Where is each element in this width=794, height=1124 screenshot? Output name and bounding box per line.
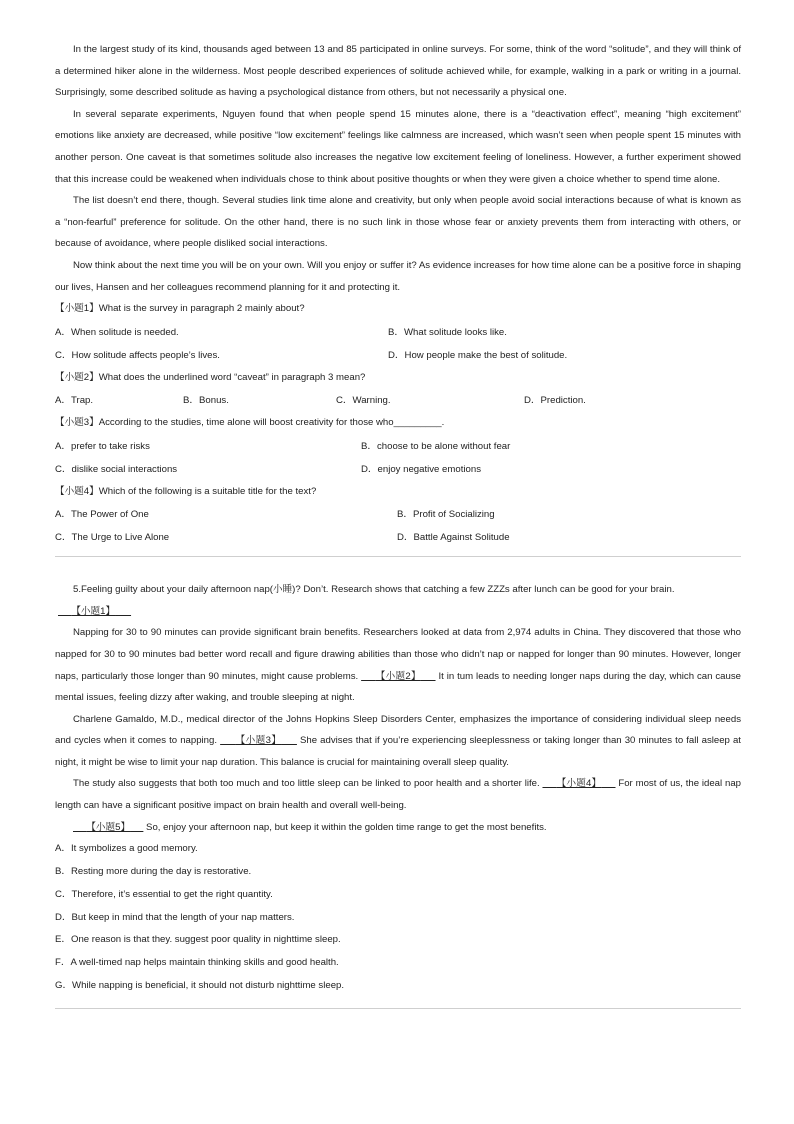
passage-2-paragraph-1-end: It in tum leads to needing longer naps during the day, which can cause mental issues, feeling dizzy after waking, and trouble sleeping at night. [55, 670, 741, 704]
passage-2-option-a[interactable]: A．It symbolizes a good memory. [55, 843, 198, 855]
passage-2-option-e[interactable]: E．One reason is that they. suggest poor quality in nighttime sleep. [55, 934, 341, 946]
passage-1-paragraph-3: The list doesn’t end there, though. Several studies link time alone and creativity, but only when people avoid social interactions because of what is known as a “non-fearful” preference for solitude. On the other hand, there is no such link in those whose fear or anxiety prevents them from interacting with others, or because of avoidance, where people disliked social interactions. [55, 195, 741, 250]
passage-1-paragraph-4: Now think about the next time you will be on your own. Will you enjoy or suffer it? As evidence increases for how time alone can be a positive force in shaping our lives, Hansen and her colleagues recommend planning for it and protecting it. [55, 259, 742, 293]
question-2-option-b[interactable]: B．Bonus. [183, 395, 229, 407]
question-3-option-d[interactable]: D．enjoy negative emotions [361, 463, 481, 475]
question-1-stem: 【小题1】What is the survey in paragraph 2 mainly about? [55, 303, 305, 315]
blank-4[interactable] [542, 778, 615, 789]
question-2-option-d[interactable]: D．Prediction. [524, 395, 586, 407]
question-2-stem: 【小题2】What does the underlined word “caveat” in paragraph 3 mean? [55, 371, 366, 383]
worksheet-page [55, 39, 741, 1009]
question-1-option-b[interactable]: B．What solitude looks like. [388, 326, 507, 338]
passage-2-option-f[interactable]: F．A well-timed nap helps maintain thinking skills and good health. [55, 957, 339, 969]
question-3-options-row-2 [55, 458, 741, 481]
passage-2-paragraph-2-text: Charlene Gamaldo, M.D., medical director of the Johns Hopkins Sleep Disorders Center, emphasizes the importance of considering individual sleep needs and cycles when it comes to napping. [55, 713, 741, 747]
passage-2-option-c[interactable]: C．Therefore, it’s essential to get the right quantity. [55, 888, 273, 900]
blank-2-label: 【小题2】 [375, 670, 421, 682]
question-3-option-a[interactable]: A．prefer to take risks [55, 440, 150, 452]
question-3-stem: 【小题3】According to the studies, time alone will boost creativity for those who_________. [55, 417, 445, 429]
passage-2-paragraph-1 [55, 622, 741, 708]
question-1-option-d[interactable]: D．How people make the best of solitude. [388, 349, 568, 361]
question-1-options [55, 321, 741, 344]
passage-2-intro: 5.Feeling guilty about your daily afternoon nap(小睡)? Don’t. Research shows that catching a few ZZZs after lunch can be good for your brain. [73, 584, 675, 596]
passage-2-blank-line [55, 601, 741, 623]
question-4-options-row-2 [55, 526, 741, 549]
question-4-option-c[interactable]: C．The Urge to Live Alone [55, 532, 170, 544]
blank-4-label: 【小题4】 [556, 778, 602, 790]
blank-3-label: 【小题3】 [235, 735, 282, 747]
passage-1-paragraph-1: In the largest study of its kind, thousands aged between 13 and 85 participated in online surveys. For some, think of the word “solitude”, and they will think of a determined hiker alone in the wilderness. Most people described experiences of solitude achieved while, for example, walking in a park or writing in a journal. Surprisingly, some described solitude as having a psychological distance from others, but not necessarily a physical one. [55, 44, 741, 99]
passage-2-paragraph-4-end: So, enjoy your afternoon nap, but keep it within the golden time range to get the most benefits. [146, 821, 547, 833]
blank-5[interactable] [73, 822, 143, 833]
question-1-option-c[interactable]: C．How solitude affects people’s lives. [55, 349, 220, 361]
section-divider [55, 556, 741, 557]
passage-2-paragraph-2-end: She advises that if you’re experiencing sleeplessness or taking longer than 30 minutes to fall asleep at night, it might be wise to limit your nap duration. This balance is crucial for maintaining overall sleep quality. [55, 735, 741, 768]
passage-2-paragraph-4 [55, 817, 741, 839]
passage-2-paragraph-2 [55, 709, 741, 774]
question-3-option-b[interactable]: B．choose to be alone without fear [361, 440, 511, 452]
question-4-option-b[interactable]: B．Profit of Socializing [397, 509, 495, 521]
passage-2-paragraph-3 [55, 773, 741, 816]
passage-2 [55, 579, 741, 998]
blank-1-label: 【小题1】 [71, 605, 116, 617]
passage-2-paragraph-3-end: For most of us, the ideal nap length can have a significant positive impact on brain health and overall well-being. [55, 778, 742, 812]
passage-2-option-d[interactable]: D．But keep in mind that the length of your nap matters. [55, 911, 295, 923]
passage-2-paragraph-1-text: Napping for 30 to 90 minutes can provide significant brain benefits. Researchers looked at data from 2,974 adults in China. They discovered that those who napped for 30 to 90 minutes bad better word recall and figure drawing abilities than those who didn’t nap or napped for longer than 90 minutes. However, longer naps, particularly those longer than 90 minutes, might cause problems. [55, 627, 741, 682]
question-3-option-c[interactable]: C．dislike social interactions [55, 463, 178, 475]
blank-2[interactable] [361, 671, 435, 682]
passage-2-option-g[interactable]: G．While napping is beneficial, it should not disturb nighttime sleep. [55, 980, 345, 992]
question-2-options [55, 389, 741, 412]
question-1-option-a[interactable]: A．When solitude is needed. [55, 326, 179, 338]
passage-1-paragraph-2: In several separate experiments, Nguyen found that when people spend 15 minutes alone, there is a “deactivation effect”, meaning “high excitement” emotions like anxiety are decreased, while positive “low excitement” feelings like calmness are increased, which wasn’t seen when people spent 15 minutes with another person. One caveat is that sometimes solitude also increases the negative low excitement feeling of loneliness. However, a further experiment showed that this increase could be weakened when individuals chose to think about positive thoughts or when they were given a choice whether to spend time alone. [55, 108, 741, 185]
passage-2-paragraph-3-text: The study also suggests that both too much and too little sleep can be linked to poor health and a shorter life. [73, 778, 540, 790]
section-divider-bottom [55, 1008, 741, 1009]
question-3-options [55, 435, 741, 458]
question-4-option-a[interactable]: A．The Power of One [55, 509, 149, 521]
question-4-options [55, 503, 741, 526]
blank-3[interactable] [220, 735, 297, 746]
question-4-option-d[interactable]: D．Battle Against Solitude [397, 532, 510, 544]
blank-5-label: 【小题5】 [86, 821, 131, 833]
passage-1 [55, 39, 741, 549]
blank-1[interactable] [58, 606, 131, 617]
passage-2-option-b[interactable]: B．Resting more during the day is restorative. [55, 866, 252, 878]
question-2-option-a[interactable]: A．Trap. [55, 395, 94, 407]
question-1-options-row-2 [55, 344, 741, 367]
question-4-stem: 【小题4】Which of the following is a suitable title for the text? [55, 485, 317, 497]
question-2-option-c[interactable]: C．Warning. [336, 395, 391, 407]
